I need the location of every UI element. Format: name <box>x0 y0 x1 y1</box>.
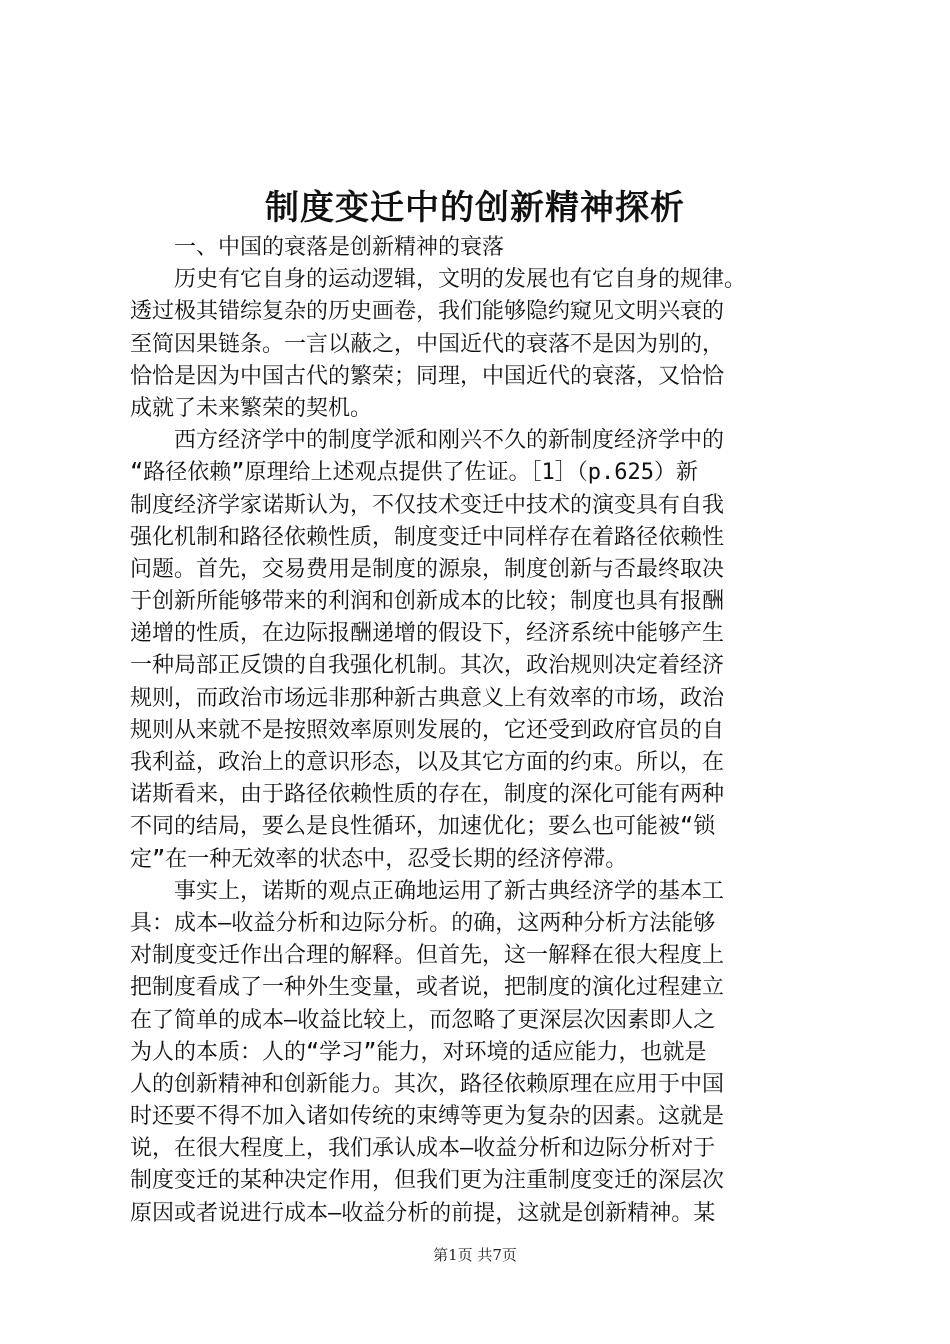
section-heading: 一、中国的衰落是创新精神的衰落 <box>174 235 505 260</box>
paragraph-line: 事实上，诺斯的观点正确地运用了新古典经济学的基本工 <box>174 878 725 904</box>
paragraph-line: 对制度变迁作出合理的解释。但首先，这一解释在很大程度上 <box>130 943 725 969</box>
paragraph-line: 制度变迁的某种决定作用，但我们更为注重制度变迁的深层次 <box>130 1168 725 1194</box>
paragraph-line: 为人的本质：人的“学习”能力，对环境的适应能力，也就是 <box>130 1039 707 1065</box>
page-footer <box>0 1245 950 1265</box>
paragraph-line: 于创新所能够带来的利润和创新成本的比较；制度也具有报酬 <box>130 589 725 615</box>
paragraph-line: 说，在很大程度上，我们承认成本—收益分析和边际分析对于 <box>130 1136 716 1162</box>
paragraph-line: 原因或者说进行成本—收益分析的前提，这就是创新精神。某 <box>130 1200 716 1226</box>
paragraph-line: 成就了未来繁荣的契机。 <box>130 395 373 421</box>
paragraph-line: 诺斯看来，由于路径依赖性质的存在，制度的深化可能有两种 <box>130 782 725 808</box>
paragraph-line: 定”在一种无效率的状态中，忍受长期的经济停滞。 <box>130 846 628 872</box>
paragraph-line: 恰恰是因为中国古代的繁荣；同理，中国近代的衰落，又恰恰 <box>130 363 725 389</box>
paragraph-line: 时还要不得不加入诸如传统的束缚等更为复杂的因素。这就是 <box>130 1104 725 1130</box>
paragraph-line: 不同的结局，要么是良性循环，加速优化；要么也可能被“锁 <box>130 814 716 840</box>
paragraph-line: 人的创新精神和创新能力。其次，路径依赖原理在应用于中国 <box>130 1071 725 1097</box>
document-body <box>130 232 830 1230</box>
paragraph-line: 一种局部正反馈的自我强化机制。其次，政治规则决定着经济 <box>130 653 725 679</box>
paragraph-line: 制度经济学家诺斯认为，不仅技术变迁中技术的演变具有自我 <box>130 492 725 518</box>
paragraph-line: 至简因果链条。一言以蔽之，中国近代的衰落不是因为别的， <box>130 331 725 357</box>
paragraph-line: 在了简单的成本—收益比较上，而忽略了更深层次因素即人之 <box>130 1007 716 1033</box>
paragraph-line: 问题。首先，交易费用是制度的源泉，制度创新与否最终取决 <box>130 556 725 582</box>
paragraph-line: 把制度看成了一种外生变量，或者说，把制度的演化过程建立 <box>130 975 725 1001</box>
paragraph-line: 我利益，政治上的意识形态，以及其它方面的约束。所以，在 <box>130 750 725 775</box>
paragraph-line: “路径依赖”原理给上述观点提供了佐证。［1］（p.625）新 <box>130 460 698 486</box>
page-indicator: 第1页 共7页 <box>433 1246 517 1264</box>
paragraph-3 <box>130 876 830 1230</box>
paragraph-line: 西方经济学中的制度学派和刚兴不久的新制度经济学中的 <box>174 428 725 454</box>
paragraph-line: 历史有它自身的运动逻辑，文明的发展也有它自身的规律。 <box>174 267 747 293</box>
paragraph-line: 递增的性质，在边际报酬递增的假设下，经济系统中能够产生 <box>130 621 725 647</box>
paragraph-1 <box>130 264 830 425</box>
paragraph-line: 规则，而政治市场远非那种新古典意义上有效率的市场，政治 <box>130 685 725 711</box>
paragraph-2 <box>130 425 830 876</box>
document-title: 制度变迁中的创新精神探析 <box>265 188 685 228</box>
paragraph-line: 透过极其错综复杂的历史画卷，我们能够隐约窥见文明兴衰的 <box>130 299 725 325</box>
paragraph-line: 强化机制和路径依赖性质，制度变迁中同样存在着路径依赖性 <box>130 524 725 550</box>
paragraph-line: 具：成本—收益分析和边际分析。的确，这两种分析方法能够 <box>130 910 716 936</box>
paragraph-line: 规则从来就不是按照效率原则发展的，它还受到政府官员的自 <box>130 717 725 743</box>
